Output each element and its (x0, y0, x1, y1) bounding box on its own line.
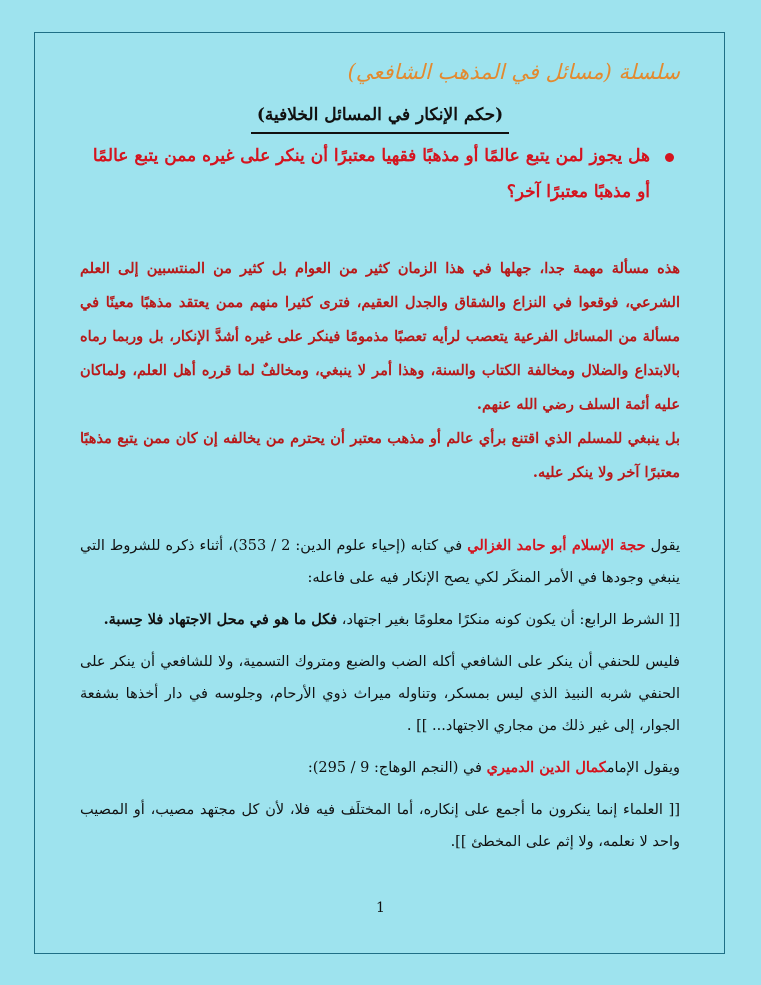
question-text: هل يجوز لمن يتبع عالمًا أو مذهبًا فقهيا معتبرًا أن ينكر على غيره ممن يتبع عالمًا أو مذهبًا معتبرًا آخر؟ (92, 146, 650, 202)
series-title: سلسلة (مسائل في المذهب الشافعي) (347, 60, 680, 84)
damiri-name: كمال الدين الدميري (486, 759, 607, 776)
damiri-intro (80, 752, 680, 784)
ghazali-quote (80, 604, 680, 636)
intro-paragraph: هذه مسألة مهمة جدا، جهلها في هذا الزمان كثير من العوام بل كثير من المنتسبين إلى العلم الشرعي، فوقعوا في النزاع والشقاق والجدل العقيم، فترى كثيرا منهم ممن يعتقد مذهبًا معينًا في مسألة من المسائل الفرعية يتعصب لرأيه تعصبًا مذمومًا فينكر على غيره أشدَّ الإنكار، بل وربما رماه بالابتداع والضلال ومخالفة الكتاب والسنة، وهذا أمر لا ينبغي، ومخالفٌ لما قرره أهل العلم، ولماكان عليه أئمة السلف رضي الله عنهم. (80, 260, 680, 413)
question (80, 138, 680, 210)
damiri-post: في (النجم الوهاج: 9 / 295): (307, 760, 487, 776)
quote1-bold: فكل ما هو في محل الاجتهاد فلا حِسبة. (103, 611, 338, 628)
damiri-quote: [[ العلماء إنما ينكرون ما أجمع على إنكاره، أما المختلَف فيه فلا، لأن كل مجتهد مصيب، أو المصيب واحد لا نعلمه، ولا إثم على المخطئ ]]. (80, 802, 680, 850)
title-container (80, 100, 680, 134)
advice-paragraph: بل ينبغي للمسلم الذي اقتنع برأي عالم أو مذهب معتبر أن يحترم من يخالفه إن كان ممن يتبع مذهبًا معتبرًا آخر ولا ينكر عليه. (80, 430, 680, 481)
ghazali-quote-continued: فليس للحنفي أن ينكر على الشافعي أكله الضب والضبع ومتروك التسمية، ولا للشافعي أن ينكر على الحنفي شربه النبيذ الذي ليس بمسكر، وتناوله ميراث ذوي الأرحام، وجلوسه في دار أخذها بشفعة الجوار، إلى غير ذلك من مجاري الاجتهاد... ]] . (80, 654, 680, 734)
quote1-pre: [[ الشرط الرابع: أن يكون كونه منكرًا معلومًا بغير اجتهاد، (337, 612, 680, 628)
document-body (80, 50, 680, 858)
ghazali-intro (80, 530, 680, 594)
page-number: 1 (376, 900, 385, 916)
document-title: (حكم الإنكار في المسائل الخلافية) (251, 100, 509, 134)
ghazali-pre: يقول (645, 538, 680, 554)
ghazali-name: حجة الإسلام أبو حامد الغزالي (467, 537, 646, 554)
damiri-pre: ويقول الإمام (606, 760, 680, 776)
bullet-icon (665, 153, 674, 162)
ghazali-post: في كتابه (إحياء علوم الدين: 2 / 353)، أثناء ذكره للشروط التي ينبغي وجودها في الأمر المنكَر لكي يصح الإنكار فيه على فاعله: (80, 538, 680, 586)
